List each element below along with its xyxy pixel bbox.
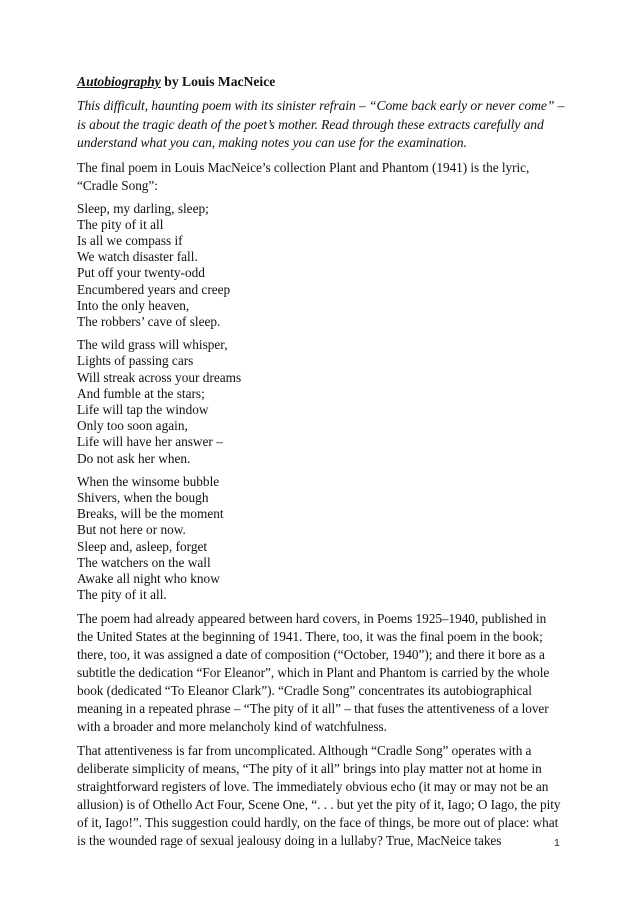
poem-line: Life will have her answer –	[77, 434, 223, 450]
poem-line: Lights of passing cars	[77, 353, 194, 369]
poem-line: The pity of it all.	[77, 587, 167, 603]
poem-line: The pity of it all	[77, 216, 164, 232]
page-number: 1	[554, 837, 560, 849]
poem-line: Only too soon again,	[77, 418, 188, 434]
poem-line: Awake all night who know	[77, 570, 220, 586]
poem-line: We watch disaster fall.	[77, 249, 198, 265]
body-paragraph-2: The poem had already appeared between hard covers, in Poems 1925–1940, published in the United States at the beginning of 1941. There, too, it was the final poem in the book; there, too, it was assigned a date of composition (“October, 1940”); and there it bore as a subtitle the dedication “For Eleanor”, which in Plant and Phantom is carried by the whole book (dedicated “To Eleanor Clark”). “Cradle Song” concentrates its autobiographical meaning in a repeated phrase – “The pity of it all” – that fuses the attentiveness of a lover with a broader and more melancholy kind of watchfulness.	[77, 611, 550, 735]
intro-paragraph: This difficult, haunting poem with its sinister refrain – “Come back early or never come” – is about the tragic death of the poet’s mother. Read through these extracts carefully and understand what you can, making notes you can use for the examination.	[77, 98, 565, 150]
title-work: Autobiography	[77, 74, 161, 89]
poem-line: Will streak across your dreams	[77, 369, 242, 385]
poem-stanza-3	[77, 474, 565, 604]
poem-line: Shivers, when the bough	[77, 489, 209, 505]
body-paragraph-1: The final poem in Louis MacNeice’s collection Plant and Phantom (1941) is the lyric, “Cradle Song”:	[77, 159, 530, 193]
poem-line: Is all we compass if	[77, 232, 183, 248]
body-paragraph-3: That attentiveness is far from uncomplicated. Although “Cradle Song” operates with a deliberate simplicity of means, “The pity of it all” brings into play matter not at home in straightforward registers of love. The immediately obvious echo (it may or may not be an allusion) is of Othello Act Four, Scene One, “. . . but yet the pity of it, Iago; O Iago, the pity of it, Iago!”. This suggestion could hardly, on the face of things, be more out of place: what is the wounded rage of sexual jealousy doing in a lullaby? True, MacNeice takes	[77, 743, 561, 849]
poem-line: Life will tap the window	[77, 401, 209, 417]
poem-line: The wild grass will whisper,	[77, 337, 228, 353]
title-byline: by Louis MacNeice	[160, 74, 276, 89]
poem-line: Encumbered years and creep	[77, 281, 231, 297]
poem-line: When the winsome bubble	[77, 473, 220, 489]
poem-line: But not here or now.	[77, 522, 186, 538]
poem-stanza-2	[77, 337, 565, 467]
document-title	[77, 73, 565, 90]
poem-line: The robbers’ cave of sleep.	[77, 313, 221, 329]
poem-line: Sleep, my darling, sleep;	[77, 200, 209, 216]
page-content	[77, 73, 565, 856]
poem-line: And fumble at the stars;	[77, 385, 205, 401]
poem-line: The watchers on the wall	[77, 554, 211, 570]
poem-line: Into the only heaven,	[77, 297, 190, 313]
poem-line: Put off your twenty-odd	[77, 265, 205, 281]
poem-line: Do not ask her when.	[77, 450, 191, 466]
poem-line: Breaks, will be the moment	[77, 506, 224, 522]
poem-line: Sleep and, asleep, forget	[77, 538, 208, 554]
poem-stanza-1	[77, 201, 565, 331]
